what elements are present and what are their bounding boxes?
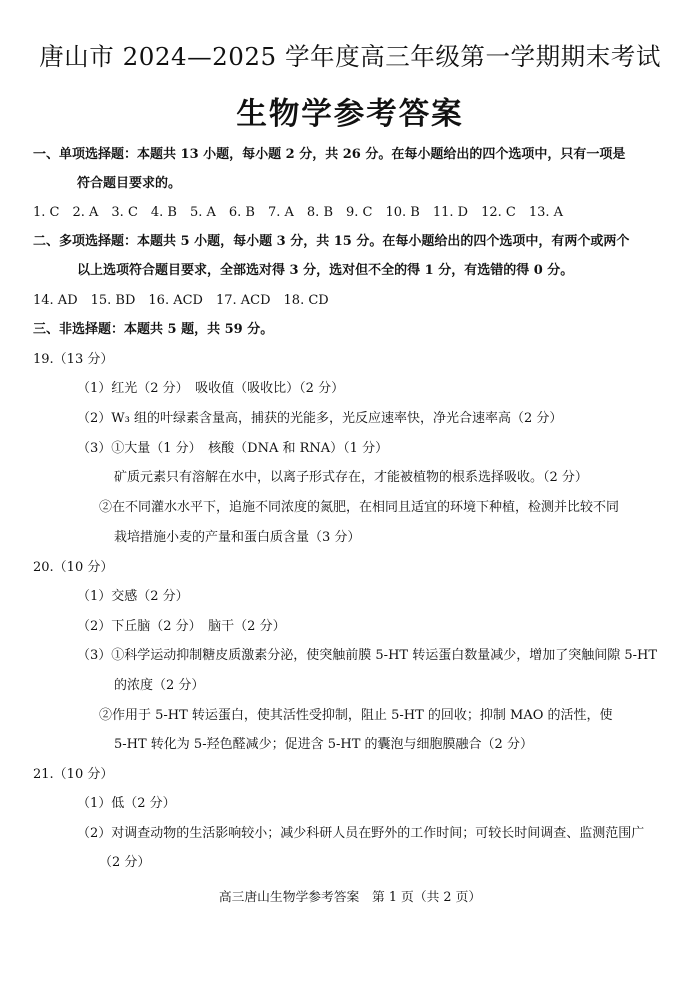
q19-heading: 19.（13 分） bbox=[33, 352, 114, 367]
q21-answer-1: （1）低（2 分） bbox=[77, 796, 176, 811]
q19-answer-3-4: 栽培措施小麦的产量和蛋白质含量（3 分） bbox=[114, 530, 361, 545]
q20-answer-3-2: 的浓度（2 分） bbox=[114, 678, 205, 693]
single-choice-answers: 1. C 2. A 3. C 4. B 5. A 6. B 7. A 8. B 9. C 10. B 11. D 12. C 13. A bbox=[33, 205, 564, 220]
q20-answer-1: （1）交感（2 分） bbox=[77, 589, 189, 604]
exam-title: 唐山市 2024—2025 学年度高三年级第一学期期末考试 bbox=[39, 42, 661, 71]
nonchoice-instruction: 三、非选择题：本题共 5 题，共 59 分。 bbox=[33, 322, 274, 337]
single-choice-instruction: 一、单项选择题：本题共 13 小题，每小题 2 分，共 26 分。在每小题给出的四个选项中，只有一项是 bbox=[33, 147, 626, 162]
q21-answer-2-2: （2 分） bbox=[99, 855, 151, 870]
q21-answer-2-1: （2）对调查动物的生活影响较小；减少科研人员在野外的工作时间；可较长时间调查、监测范围广 bbox=[77, 826, 645, 841]
q20-heading: 20.（10 分） bbox=[33, 560, 114, 575]
answer-subtitle: 生物学参考答案 bbox=[236, 96, 464, 132]
q19-answer-3-3: ②在不同灌水水平下，追施不同浓度的氮肥，在相同且适宜的环境下种植，检测并比较不同 bbox=[99, 500, 620, 515]
multiple-choice-answers: 14. AD 15. BD 16. ACD 17. ACD 18. CD bbox=[33, 293, 329, 308]
q20-answer-3-1: （3）①科学运动抑制糖皮质激素分泌，使突触前膜 5-HT 转运蛋白数量减少，增加了突触间隙 5-HT bbox=[77, 648, 658, 663]
page-footer: 高三唐山生物学参考答案 第 1 页（共 2 页） bbox=[218, 890, 482, 905]
multiple-choice-instruction-cont: 以上选项符合题目要求，全部选对得 3 分，选对但不全的得 1 分，有选错的得 0 分。 bbox=[77, 263, 574, 278]
multiple-choice-instruction: 二、多项选择题：本题共 5 小题，每小题 3 分，共 15 分。在每小题给出的四个选项中，有两个或两个 bbox=[33, 234, 630, 249]
single-choice-instruction-cont: 符合题目要求的。 bbox=[77, 176, 182, 191]
q20-answer-3-3: ②作用于 5-HT 转运蛋白，使其活性受抑制，阻止 5-HT 的回收；抑制 MAO 的活性，使 bbox=[99, 708, 613, 723]
q19-answer-3-2: 矿质元素只有溶解在水中，以离子形式存在，才能被植物的根系选择吸收。（2 分） bbox=[114, 470, 588, 485]
q20-answer-3-4: 5-HT 转化为 5-羟色醛减少；促进含 5-HT 的囊泡与细胞膜融合（2 分） bbox=[114, 737, 533, 752]
q19-answer-3-1: （3）①大量（1 分） 核酸（DNA 和 RNA）（1 分） bbox=[77, 441, 389, 456]
q21-heading: 21.（10 分） bbox=[33, 767, 114, 782]
q20-answer-2: （2）下丘脑（2 分） 脑干（2 分） bbox=[77, 619, 286, 634]
q19-answer-1: （1）红光（2 分） 吸收值（吸收比）（2 分） bbox=[77, 381, 345, 396]
q19-answer-2: （2）W₃ 组的叶绿素含量高，捕获的光能多，光反应速率快，净光合速率高（2 分） bbox=[77, 411, 563, 426]
